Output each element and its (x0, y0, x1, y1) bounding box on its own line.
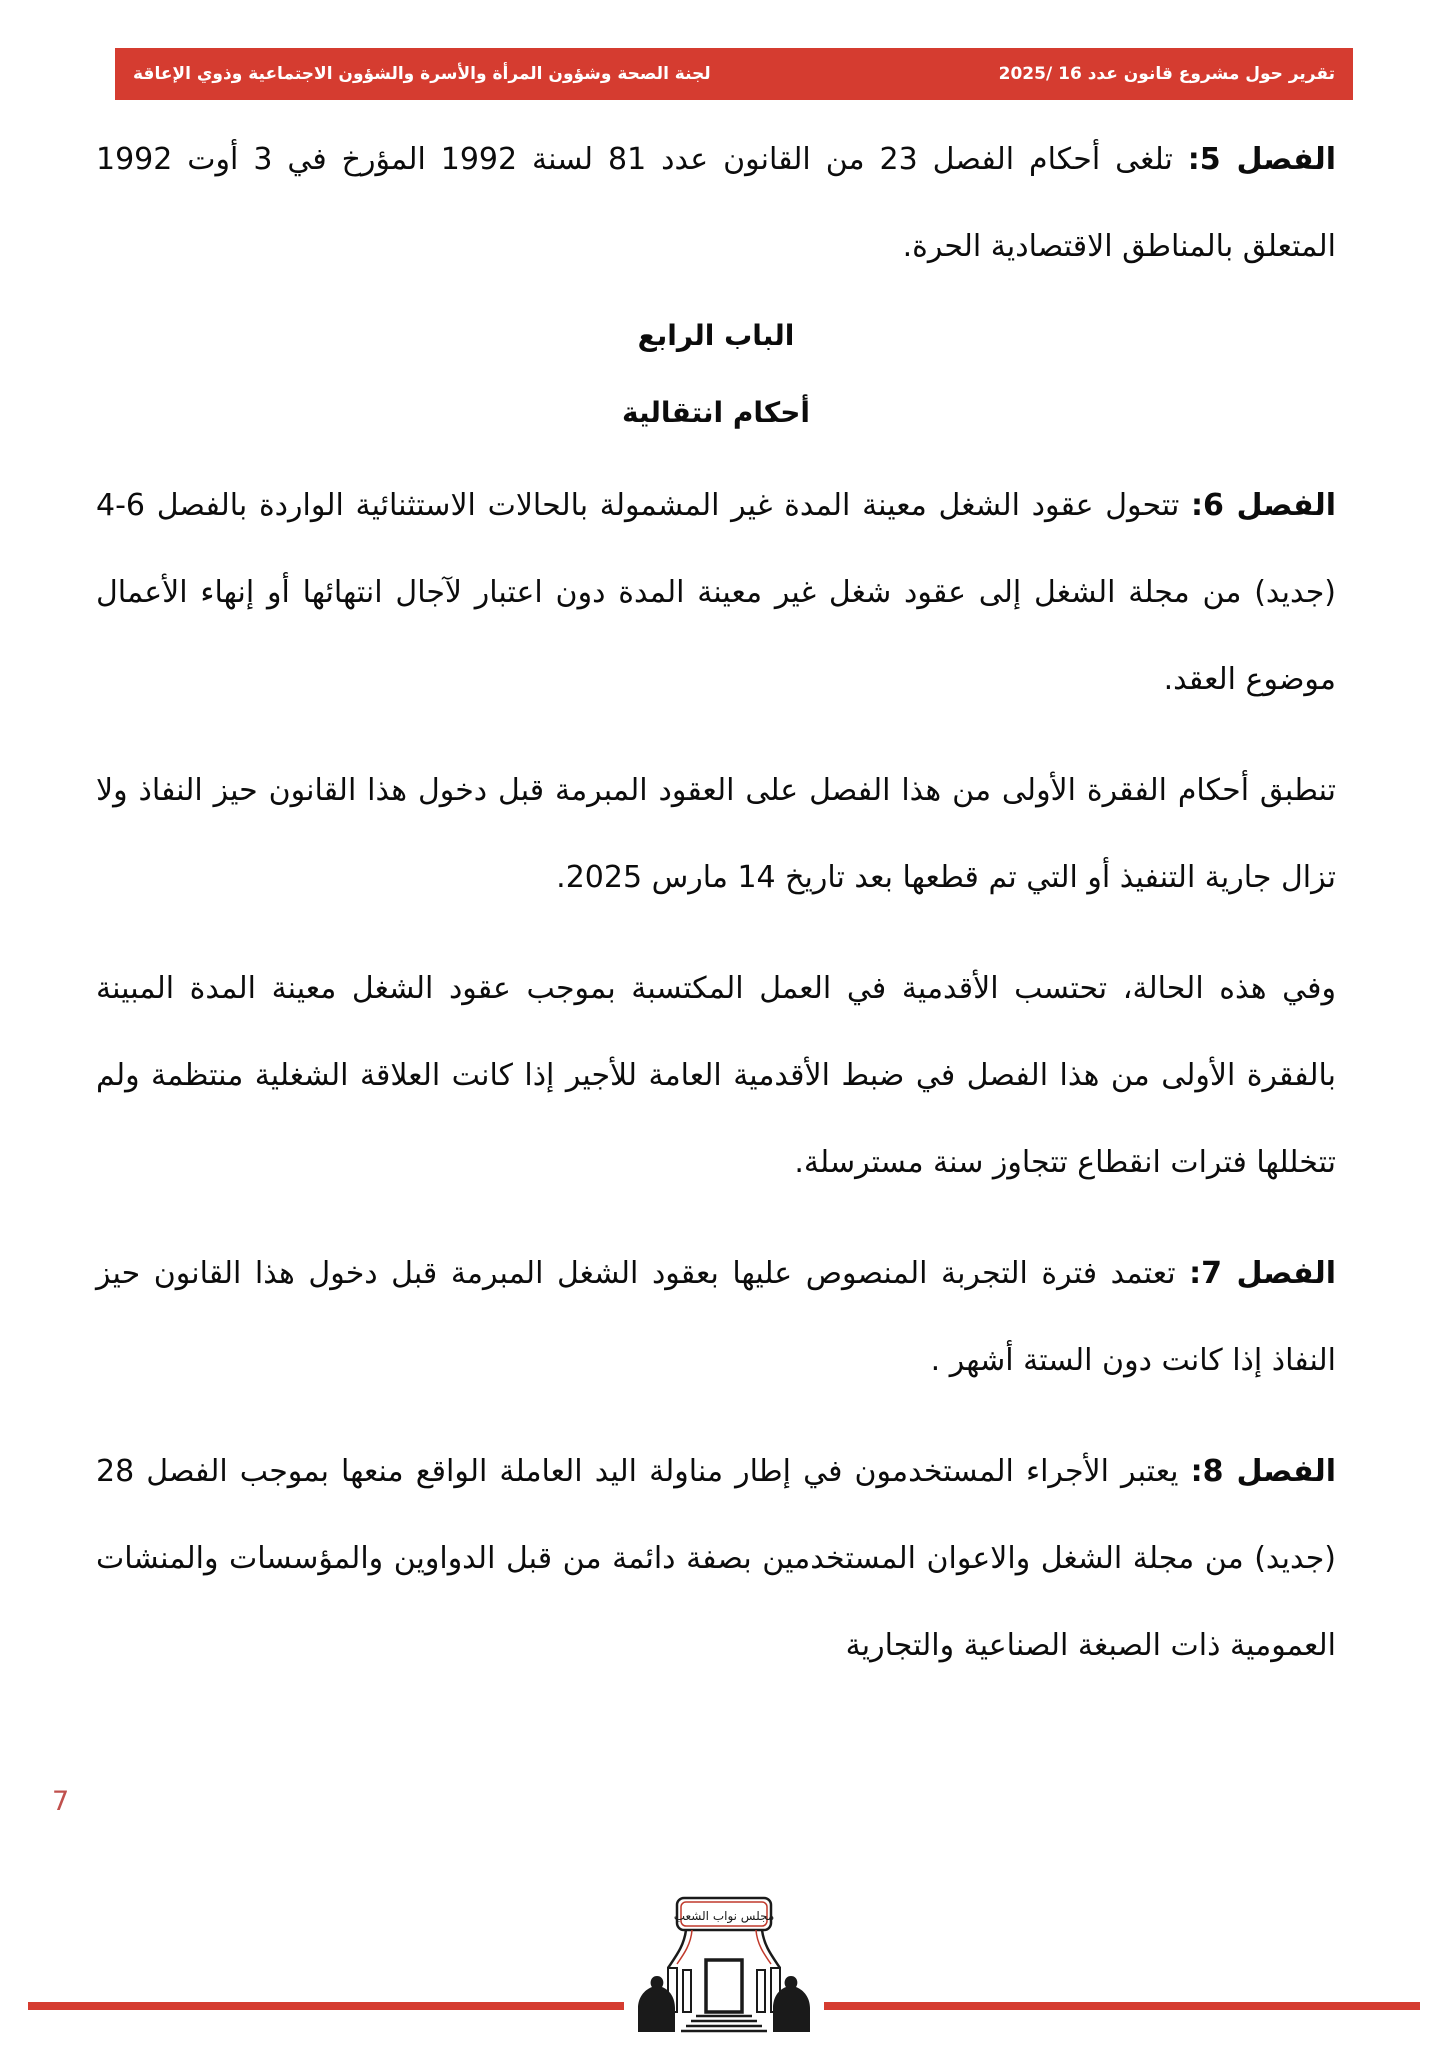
article-7-paragraph (96, 1230, 1336, 1404)
page-header-bar (115, 48, 1353, 100)
article-6-paragraph-2 (96, 747, 1336, 921)
article-7-label: الفصل 7: (1189, 1256, 1336, 1292)
article-8-label: الفصل 8: (1190, 1454, 1336, 1490)
article-6-paragraph (96, 462, 1336, 723)
article-8-text: يعتبر الأجراء المستخدمون في إطار مناولة اليد العاملة الواقع منعها بموجب الفصل 28 (جديد) من مجلة الشغل والاعوان المستخدمين بصفة دائمة من قبل الدواوين والمؤسسات والمنشات العمومية ذات الصبغة الصناعية والتجارية (96, 1454, 1336, 1664)
article-5-paragraph (96, 116, 1336, 290)
header-report-title: تقرير حول مشروع قانون عدد 16 /2025 (998, 63, 1335, 84)
article-6-text: تتحول عقود الشغل معينة المدة غير المشمولة بالحالات الاستثنائية الواردة بالفصل 6-4 (جديد) من مجلة الشغل إلى عقود شغل غير معينة المدة دون اعتبار لآجال انتهائها أو إنهاء الأعمال موضوع العقد. (96, 488, 1336, 698)
document-body (96, 116, 1336, 1689)
article-5-label: الفصل 5: (1187, 142, 1336, 177)
chapter-subheading: أحكام انتقالية (622, 396, 810, 430)
emblem-caption: مجلس نواب الشعب (673, 1909, 775, 1923)
header-committee-name: لجنة الصحة وشؤون المرأة والأسرة والشؤون الاجتماعية وذوي الإعاقة (133, 63, 711, 84)
article-6-paragraph-3 (96, 945, 1336, 1206)
article-6-label: الفصل 6: (1191, 488, 1336, 524)
parliament-emblem (624, 1896, 824, 2046)
article-6-paragraph-3-text: وفي هذه الحالة، تحتسب الأقدمية في العمل المكتسبة بموجب عقود الشغل معينة المدة المبينة بالفقرة الأولى من هذا الفصل في ضبط الأقدمية العامة للأجير إذا كانت العلاقة الشغلية منتظمة ولم تتخللها فترات انقطاع تتجاوز سنة مسترسلة. (96, 971, 1336, 1181)
article-6-paragraph-2-text: تنطبق أحكام الفقرة الأولى من هذا الفصل على العقود المبرمة قبل دخول هذا القانون حيز النفاذ ولا تزال جارية التنفيذ أو التي تم قطعها بعد تاريخ 14 مارس 2025. (96, 773, 1336, 896)
chapter-heading: الباب الرابع (637, 319, 795, 352)
page-number: 7 (52, 1786, 70, 1817)
article-7-text: تعتمد فترة التجربة المنصوص عليها بعقود الشغل المبرمة قبل دخول هذا القانون حيز النفاذ إذا كانت دون الستة أشهر . (96, 1256, 1336, 1379)
article-5-text: تلغى أحكام الفصل 23 من القانون عدد 81 لسنة 1992 المؤرخ في 3 أوت 1992 المتعلق بالمناطق الاقتصادية الحرة. (96, 142, 1336, 264)
article-8-paragraph (96, 1428, 1336, 1689)
parliament-emblem-icon (624, 1896, 824, 2046)
